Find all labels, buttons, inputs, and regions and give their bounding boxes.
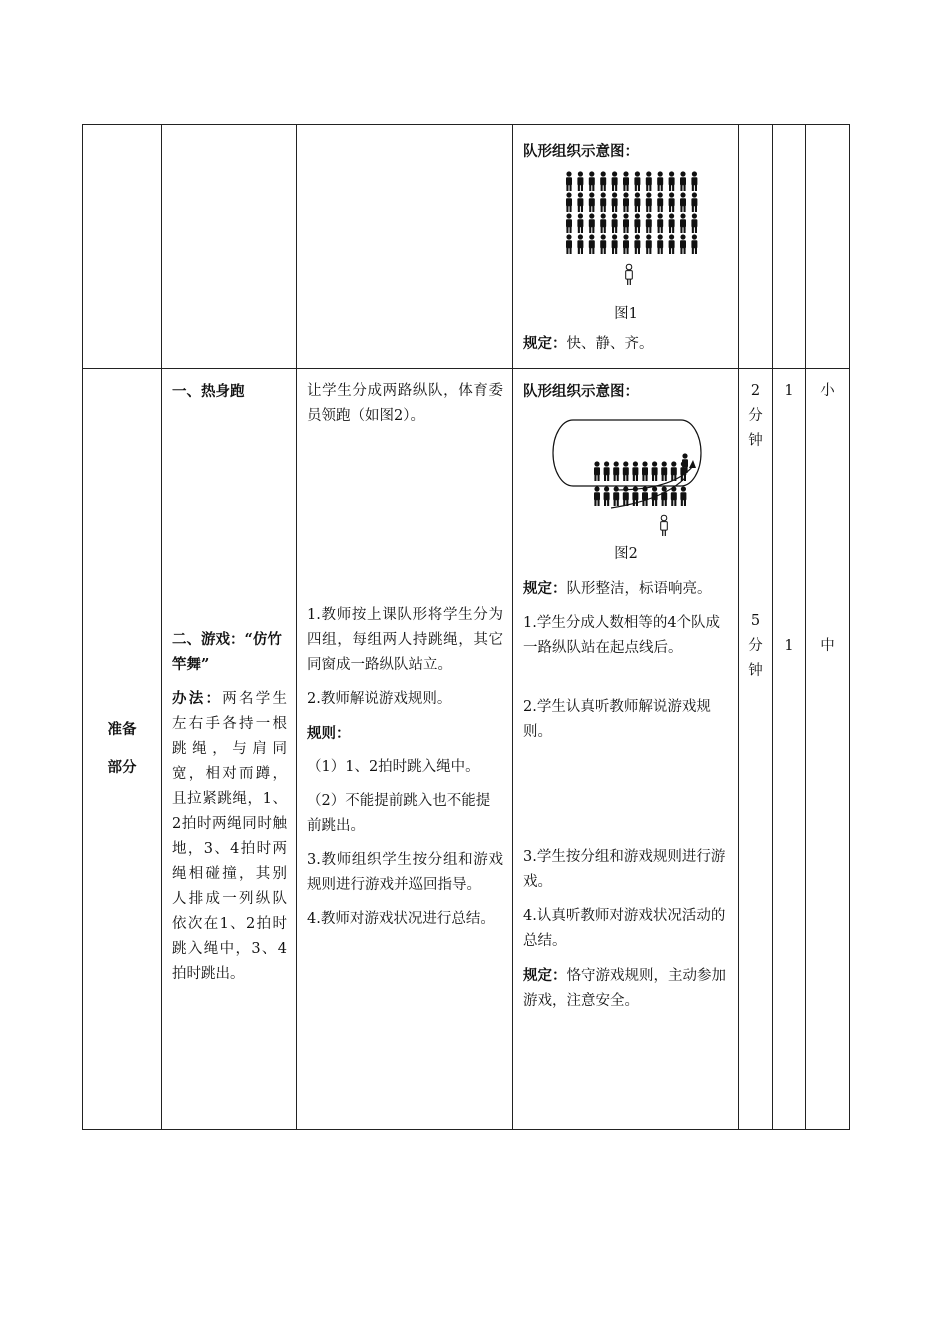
person-figure: [623, 461, 629, 481]
person-figure: [661, 461, 667, 481]
figure-title: 队形组织示意图：: [523, 143, 639, 160]
person-figure: [577, 171, 583, 191]
person-figure: [646, 171, 652, 191]
person-figure: [669, 171, 675, 191]
time-value: 5 分 钟: [748, 613, 763, 679]
person-figure: [657, 192, 663, 212]
time-value: 2 分 钟: [748, 383, 763, 449]
person-figure: [623, 192, 629, 212]
teacher-cell: [297, 125, 513, 369]
person-figure: [657, 213, 663, 233]
figure-title: 队形组织示意图：: [523, 383, 639, 400]
item-title: 一、热身跑: [172, 383, 245, 400]
person-figure: [623, 171, 629, 191]
teacher-text: 让学生分成两路纵队，体育委员领跑（如图2）。: [307, 383, 503, 424]
count-value: 1: [784, 638, 794, 654]
person-figure: [691, 192, 697, 212]
person-figure: [657, 234, 663, 254]
teacher-text: 4.教师对游戏状况进行总结。: [307, 911, 495, 927]
figure-caption: 图1: [614, 306, 638, 322]
person-figure: [594, 461, 600, 481]
lesson-plan-table: [82, 124, 850, 1130]
count-cell: [773, 369, 806, 1130]
person-figure: [623, 234, 629, 254]
person-figure: [612, 234, 618, 254]
person-figure: [613, 486, 619, 506]
teacher-text: 3.教师组织学生按分组和游戏规则进行游戏并巡回指导。: [307, 852, 503, 893]
person-figure: [566, 234, 572, 254]
time-cell: [739, 369, 773, 1130]
person-figure: [680, 234, 686, 254]
person-figure: [589, 234, 595, 254]
student-text: 4.认真听教师对游戏状况活动的总结。: [523, 908, 726, 949]
person-figure: [671, 461, 677, 481]
section-cell: [83, 125, 162, 369]
person-figure: [642, 461, 648, 481]
section-label: 准备 部分: [107, 721, 137, 776]
person-figure: [652, 461, 658, 481]
person-figure: [594, 486, 600, 506]
student-text: 2.学生认真听教师解说游戏规则。: [523, 699, 711, 740]
person-figure: [646, 234, 652, 254]
person-figure: [691, 234, 697, 254]
person-figure: [600, 213, 606, 233]
person-figure: [589, 213, 595, 233]
person-figure: [669, 213, 675, 233]
content-cell: [162, 369, 297, 1130]
person-figure: [634, 171, 640, 191]
person-figure: [613, 461, 619, 481]
person-figure: [680, 486, 686, 506]
person-figure: [642, 486, 648, 506]
person-figure: [612, 213, 618, 233]
person-figure: [566, 192, 572, 212]
person-figure: [612, 192, 618, 212]
person-figure: [604, 461, 610, 481]
intensity-value: 小: [820, 383, 835, 399]
person-figure: [589, 171, 595, 191]
person-figure: [680, 192, 686, 212]
student-text: 3.学生按分组和游戏规则进行游戏。: [523, 849, 726, 890]
rules-label: 规则：: [307, 725, 351, 742]
person-figure: [646, 192, 652, 212]
rule-item: （1）1、2拍时跳入绳中。: [307, 759, 480, 775]
person-figure: [680, 171, 686, 191]
person-figure: [623, 213, 629, 233]
running-track-diagram: [523, 408, 729, 538]
person-figure: [612, 171, 618, 191]
content-cell: [162, 125, 297, 369]
person-figure: [634, 213, 640, 233]
table-row: [83, 125, 850, 369]
person-figure: [632, 461, 638, 481]
item-title: 二、游戏：“仿竹竿舞”: [172, 631, 282, 673]
teacher-text: 2.教师解说游戏规则。: [307, 691, 452, 707]
intensity-value: 中: [820, 638, 835, 654]
person-figure: [577, 213, 583, 233]
student-cell: [513, 125, 739, 369]
person-figure: [691, 213, 697, 233]
person-figure: [671, 486, 677, 506]
rule-text: 规定：队形整洁，标语响亮。: [523, 580, 712, 597]
person-figure: [691, 171, 697, 191]
teacher-cell: [297, 369, 513, 1130]
section-cell: [83, 369, 162, 1130]
student-text: 1.学生分成人数相等的4个队成一路纵队站在起点线后。: [523, 615, 721, 656]
person-figure: [646, 213, 652, 233]
count-value: 1: [784, 383, 794, 399]
person-figure: [566, 213, 572, 233]
student-cell: [513, 369, 739, 1130]
rule-item: （2）不能提前跳入也不能提前跳出。: [307, 793, 491, 834]
person-figure: [577, 234, 583, 254]
person-figure: [600, 234, 606, 254]
teacher-text: 1.教师按上课队形将学生分为四组，每组两人持跳绳，其它同窗成一路纵队站立。: [307, 607, 503, 673]
person-figure: [566, 171, 572, 191]
person-figure: [634, 192, 640, 212]
person-figure: [680, 213, 686, 233]
table-row: [83, 369, 850, 1130]
person-figure: [589, 192, 595, 212]
rule-text: 规定：恪守游戏规则，主动参加游戏，注意安全。: [523, 967, 726, 1009]
person-figure: [600, 192, 606, 212]
person-figure: [604, 486, 610, 506]
person-figure: [657, 171, 663, 191]
figure-caption: 图2: [614, 546, 638, 562]
person-figure: [669, 234, 675, 254]
formation-diagram-1: [525, 168, 731, 298]
person-figure: [577, 192, 583, 212]
method-text: 办法：两名学生左右手各持一根跳绳，与肩同宽，相对而蹲，且拉紧跳绳，1、2拍时两绳同时触地，3、4拍时两绳相碰撞，其别人排成一列纵队依次在1、2拍时跳入绳中，3、4拍时跳出。: [172, 690, 287, 982]
person-figure: [661, 486, 667, 506]
rule-text: 规定：快、静、齐。: [523, 335, 654, 352]
person-figure: [600, 171, 606, 191]
intensity-cell: [806, 369, 850, 1130]
person-figure: [669, 192, 675, 212]
person-figure: [634, 234, 640, 254]
